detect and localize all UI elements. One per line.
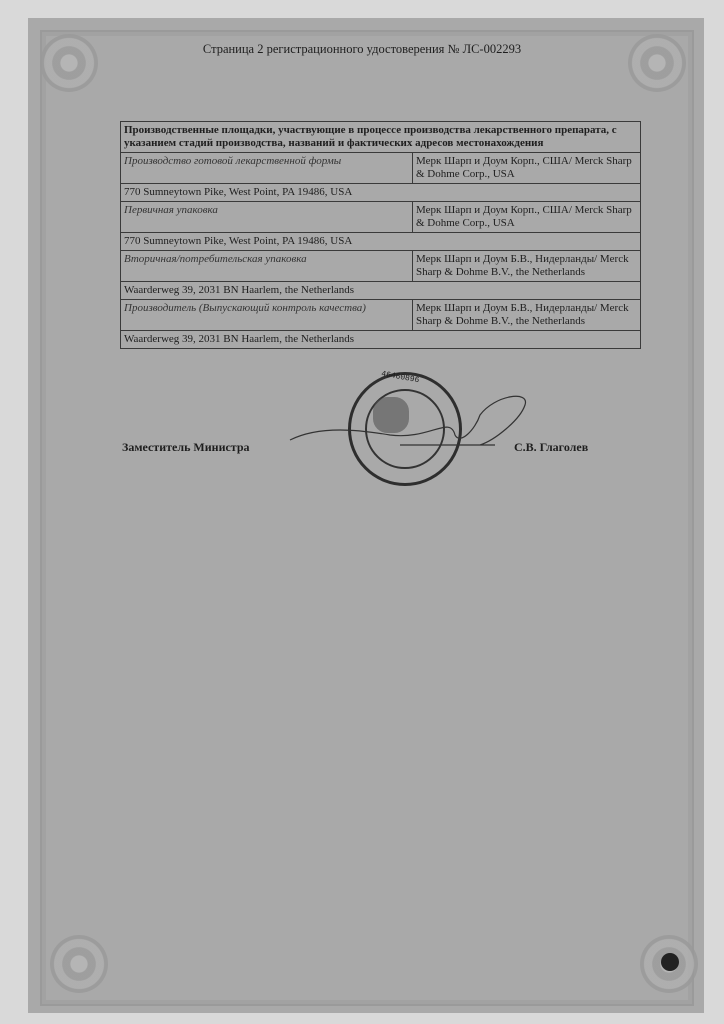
table-row xyxy=(121,184,641,202)
signatory-position: Заместитель Министра xyxy=(122,440,250,454)
company-cell: Мерк Шарп и Доум Корп., США/ Merck Sharp & Dohme Corp., USA xyxy=(413,202,641,233)
address-cell: Waarderweg 39, 2031 BN Haarlem, the Netherlands xyxy=(121,282,641,300)
corner-rosette-icon xyxy=(50,935,108,993)
company-cell: Мерк Шарп и Доум Б.В., Нидерланды/ Merck Sharp & Dohme B.V., the Netherlands xyxy=(413,251,641,282)
table-row xyxy=(121,153,641,184)
hole-punch-mark xyxy=(661,953,679,971)
table-row xyxy=(121,331,641,349)
stamp-ogrn: 46460896 xyxy=(380,369,420,386)
address-cell: 770 Sumneytown Pike, West Point, PA 19486, USA xyxy=(121,233,641,251)
table-row xyxy=(121,233,641,251)
table-row xyxy=(121,300,641,331)
stage-cell: Производитель (Выпускающий контроль качества) xyxy=(121,300,413,331)
company-cell: Мерк Шарп и Доум Б.В., Нидерланды/ Merck Sharp & Dohme B.V., the Netherlands xyxy=(413,300,641,331)
stage-cell: Первичная упаковка xyxy=(121,202,413,233)
stage-cell: Производство готовой лекарственной формы xyxy=(121,153,413,184)
handwritten-signature xyxy=(280,385,550,460)
table-heading: Производственные площадки, участвующие в процессе производства лекарственного препарата, с указанием стадий производства, названий и фактических адресов местонахождения xyxy=(121,122,641,153)
table-row xyxy=(121,202,641,233)
address-cell: Waarderweg 39, 2031 BN Haarlem, the Netherlands xyxy=(121,331,641,349)
address-cell: 770 Sumneytown Pike, West Point, PA 19486, USA xyxy=(121,184,641,202)
stage-cell: Вторичная/потребительская упаковка xyxy=(121,251,413,282)
company-cell: Мерк Шарп и Доум Корп., США/ Merck Sharp & Dohme Corp., USA xyxy=(413,153,641,184)
signatory-name: С.В. Глаголев xyxy=(514,440,589,454)
production-sites-table xyxy=(120,121,641,349)
page-title: Страница 2 регистрационного удостоверения № ЛС-002293 xyxy=(202,42,522,56)
table-row xyxy=(121,282,641,300)
table-row xyxy=(121,251,641,282)
